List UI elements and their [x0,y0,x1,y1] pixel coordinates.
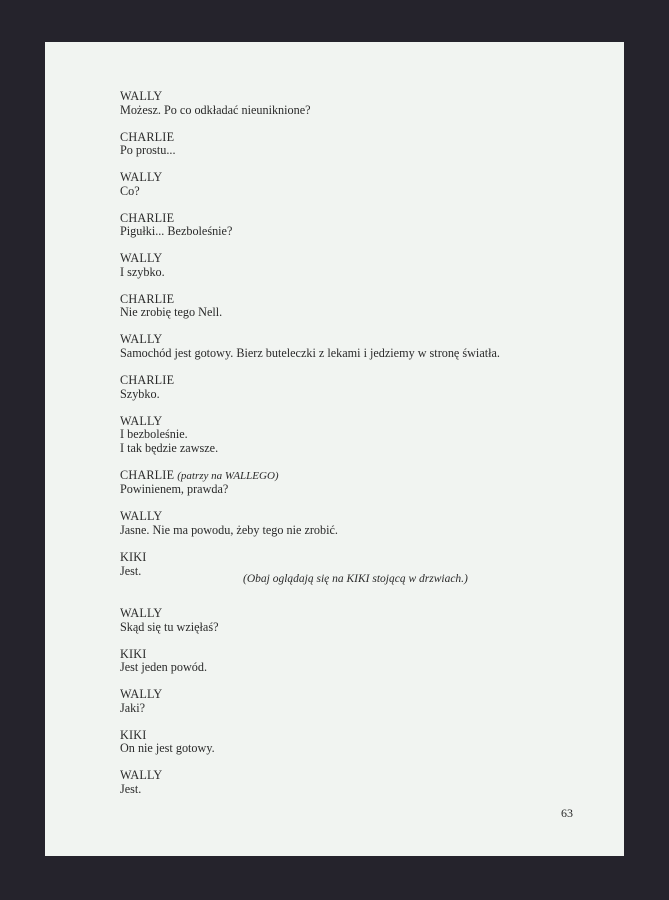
dialogue-line: Nie zrobię tego Nell. [120,305,223,320]
speaker-name: CHARLIE [120,291,175,306]
dialogue-line: On nie jest gotowy. [120,741,215,756]
dialogue-block [120,415,590,456]
dialogue-block [120,252,590,279]
dialogue-block [120,374,590,401]
speaker-name: WALLY [120,509,163,524]
dialogue-block [120,171,590,198]
dialogue-line: Jest. [120,563,142,578]
speaker-name: KIKI [120,646,147,661]
dialogue-block [120,607,590,634]
dialogue-line: Możesz. Po co odkładać nieuniknione? [120,102,311,117]
dialogue-line: Samochód jest gotowy. Bierz buteleczki z lekami i jedziemy w stronę światła. [120,346,500,361]
dialogue-line: Powinienem, prawda? [120,482,229,497]
speaker-line [120,469,590,484]
speaker-name: KIKI [120,549,147,564]
stage-direction: (Obaj oglądają się na KIKI stojącą w drzwiach.) [243,573,468,585]
dialogue-line: Pigułki... Bezboleśnie? [120,224,233,239]
dialogue-line: Po prostu... [120,143,176,158]
dialogue-line: I tak będzie zawsze. [120,440,219,455]
dialogue-block [120,648,590,675]
speaker-name: WALLY [120,606,163,621]
speaker-name: CHARLIE [120,373,175,388]
speaker-name: WALLY [120,768,163,783]
dialogue-line: Szybko. [120,386,160,401]
speaker-name: WALLY [120,89,163,103]
dialogue-line: I szybko. [120,264,165,279]
dialogue-block [120,688,590,715]
speaker-name: WALLY [120,251,163,266]
speaker-name: CHARLIE [120,129,175,144]
speaker-name: KIKI [120,727,147,742]
dialogue-line: Jasne. Nie ma powodu, żeby tego nie zrobić. [120,522,338,537]
dialogue-block [120,212,590,239]
dialogue-line: Jest. [120,782,142,797]
dialogue-line: I bezboleśnie. [120,427,188,442]
parenthetical-direction: (patrzy na WALLEGO) [177,469,279,482]
speaker-name: WALLY [120,687,163,702]
dialogue-block [120,729,590,756]
speaker-name: WALLY [120,332,163,347]
speaker-name: WALLY [120,413,163,428]
speaker-name: CHARLIE [120,467,175,482]
dialogue-block [120,769,590,796]
speaker-name: WALLY [120,170,163,185]
speaker-name: CHARLIE [120,210,175,225]
dialogue-line: Jest jeden powód. [120,660,207,675]
dialogue-line: Skąd się tu wzięłaś? [120,619,219,634]
dialogue-column [120,90,590,810]
dialogue-line: Co? [120,183,140,198]
dialogue-line: Jaki? [120,700,146,715]
dialogue-block [120,333,590,360]
dialogue-block [120,510,590,537]
page-number: 63 [561,806,573,820]
dialogue-block [120,293,590,320]
dialogue-block [120,131,590,158]
dialogue-block [120,469,590,497]
script-page [45,42,624,856]
dialogue-block [120,90,590,117]
